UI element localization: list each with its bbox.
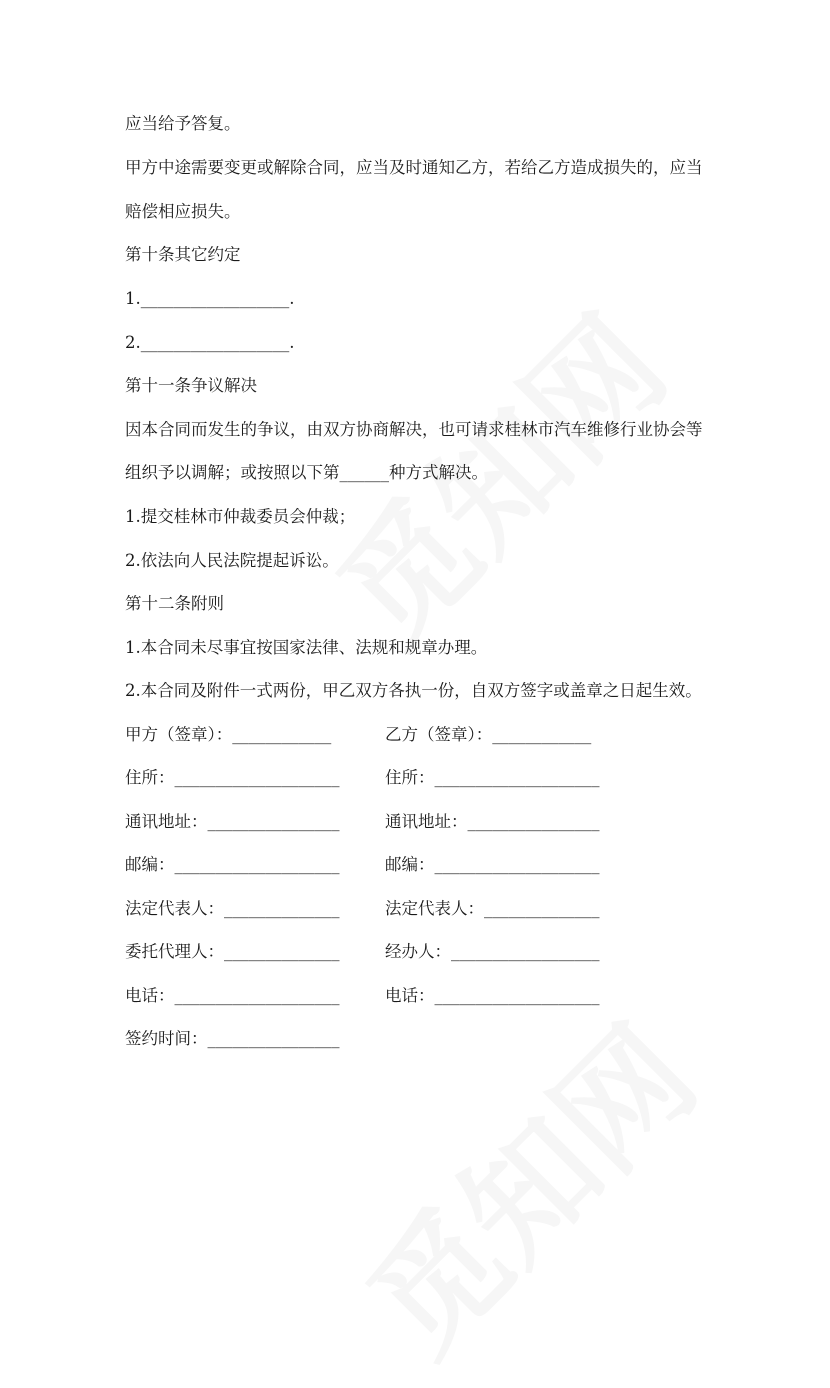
paragraph-line: 组织予以调解；或按照以下第______种方式解决。	[125, 463, 488, 482]
list-item: 2.__________________.	[125, 333, 295, 352]
paragraph-line: 因本合同而发生的争议，由双方协商解决，也可请求桂林市汽车维修行业协会等	[125, 420, 703, 439]
list-item: 1.本合同未尽事宜按国家法律、法规和规章办理。	[125, 638, 488, 657]
party-b-mailing-address: 通讯地址：________________	[385, 812, 600, 831]
section-heading: 第十二条附则	[125, 594, 224, 613]
party-a-address: 住所：____________________	[125, 768, 340, 787]
section-heading: 第十一条争议解决	[125, 376, 257, 395]
party-b-address: 住所：____________________	[385, 768, 600, 787]
section-heading: 第十条其它约定	[125, 245, 241, 264]
watermark-bottom	[321, 979, 729, 1387]
signing-date: 签约时间：________________	[125, 1029, 340, 1048]
list-item: 2.本合同及附件一式两份，甲乙双方各执一份，自双方签字或盖章之日起生效。	[125, 681, 702, 700]
party-a-legal-rep: 法定代表人：______________	[125, 899, 340, 918]
party-a-phone: 电话：____________________	[125, 986, 340, 1005]
party-a-postcode: 邮编：____________________	[125, 855, 340, 874]
party-b-phone: 电话：____________________	[385, 986, 600, 1005]
party-a-mailing-address: 通讯地址：________________	[125, 812, 340, 831]
list-item: 1.提交桂林市仲裁委员会仲裁；	[125, 507, 356, 526]
party-a-seal: 甲方（签章）：____________	[125, 725, 332, 744]
list-item: 2.依法向人民法院提起诉讼。	[125, 551, 339, 570]
party-a-agent: 委托代理人：______________	[125, 942, 340, 961]
paragraph-line: 赔偿相应损失。	[125, 202, 241, 221]
paragraph-line: 应当给予答复。	[125, 114, 241, 133]
party-b-seal: 乙方（签章）：____________	[385, 725, 592, 744]
party-b-legal-rep: 法定代表人：______________	[385, 899, 600, 918]
party-b-handler: 经办人：__________________	[385, 942, 600, 961]
paragraph-line: 甲方中途需要变更或解除合同，应当及时通知乙方，若给乙方造成损失的，应当	[125, 158, 703, 177]
list-item: 1.__________________.	[125, 289, 295, 308]
party-b-postcode: 邮编：____________________	[385, 855, 600, 874]
